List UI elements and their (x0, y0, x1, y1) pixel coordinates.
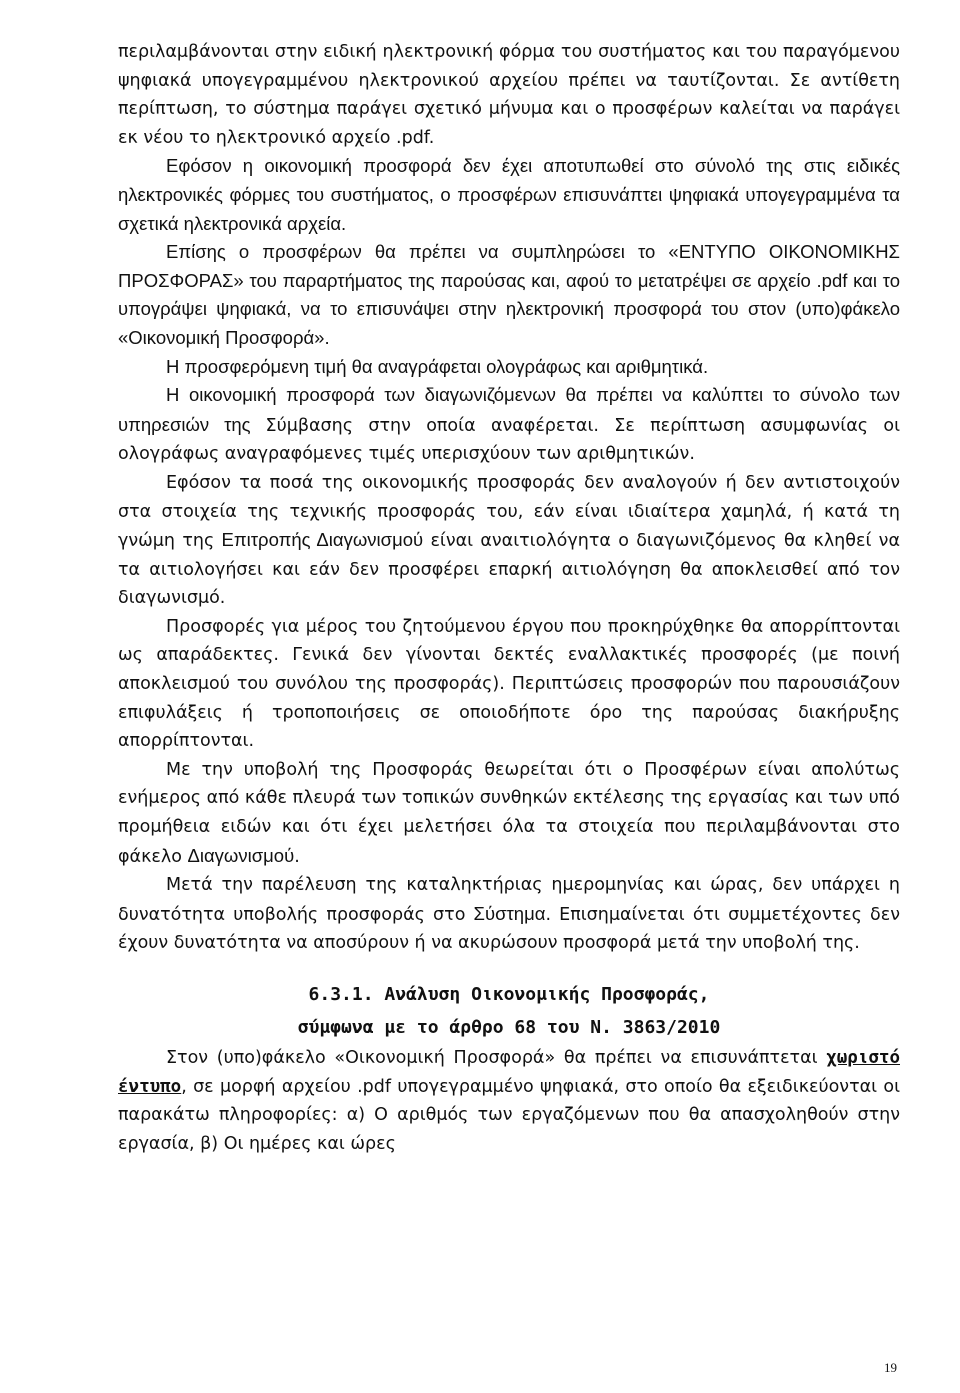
paragraph-electronic-forms: Εφόσον η οικονομική προσφορά δεν έχει αποτυπωθεί στο σύνολό της στις ειδικές ηλεκτρονικές φόρμες του συστήματος, ο προσφέρων επισυνάπτει ψηφιακά υπογεγραμμένα τα σχετικά ηλεκτρονικά αρχεία. (118, 155, 900, 234)
text-run: Στον (υπο)φάκελο «Οικονομική Προσφορά» θα πρέπει να επισυνάπτεται (166, 1048, 827, 1068)
paragraph-awareness (118, 756, 900, 871)
emphasis-underlined: χωριστό έντυπο (118, 1048, 900, 1097)
paragraph-financial-form: Επίσης ο προσφέρων θα πρέπει να συμπληρώσει το «ΕΝΤΥΠΟ ΟΙΚΟΝΟΜΙΚΗΣ ΠΡΟΣΦΟΡΑΣ» του παραρτήματος της παρούσας και, αφού το μετατρέψει σε αρχείο .pdf και το υπογράψει ψηφιακά, να το επισυνάψει στην ηλεκτρονική προσφορά του στον (υπο)φάκελο «Οικονομική Προσφορά». (118, 241, 900, 348)
text-run: Διαγωνισμού (187, 844, 295, 866)
section-heading-line: σύμφωνα με το άρθρο 68 του Ν. 3863/2010 (297, 1017, 721, 1038)
text-run: Σύμβασης στην οποία αναφέρεται (265, 415, 594, 436)
text-run: Με την υποβολή της Προσφοράς θεωρείται ότι ο Προσφέρων είναι απολύτως ενήμερος από κάθε πλευρά των τοπικών συνθηκών εκτέλεσης της εργασίας και των υπό προμήθεια ειδών και ότι έχει μελετήσει όλα τα στοιχεία που περιλαμβάνονται στο φάκελο (118, 759, 900, 867)
text-run: . Επισημαίνεται ότι συμμετέχοντες δεν έχουν δυνατότητα να αποσύρουν ή να ακυρώσουν προσφορά μετά την υποβολή της. (118, 904, 900, 954)
text-run: Μετά την παρέλευση της καταληκτήριας ημερομηνίας και ώρας, δεν υπάρχει η δυνατότητα υποβολής προσφοράς στο (118, 875, 900, 925)
document-page (118, 38, 900, 1158)
text-run: , σε μορφή αρχείου .pdf υπογεγραμμένο ψηφιακά, στο οποίο θα εξειδικεύονται οι παρακάτω πληροφορίες: α) Ο αριθμός των εργαζόμενων που θα απασχοληθούν στην εργασία, β) Οι ημέρες και ώρες (118, 1076, 900, 1154)
text-run: Σύστημα (473, 902, 546, 924)
paragraph-continued: περιλαμβάνονται στην ειδική ηλεκτρονική φόρμα του συστήματος και του παραγόμενου ψηφιακά υπογεγραμμένου ηλεκτρονικού αρχείου πρέπει να ταυτίζονται. Σε αντίθετη περίπτωση, το σύστημα παράγει σχετικό μήνυμα και ο προσφέρων καλείται να παράγει εκ νέου το ηλεκτρονικό αρχείο .pdf. (118, 42, 900, 148)
text-run: είναι αναιτιολόγητα ο διαγωνιζόμενος θα κληθεί να τα αιτιολογήσει και εάν δεν προσφέρει επαρκή αιτιολόγηση θα αποκλεισθεί από τον διαγωνισμό. (118, 531, 900, 609)
paragraph-rejections: Προσφορές για μέρος του ζητούμενου έργου που προκηρύχθηκε θα απορρίπτονται ως απαράδεκτες. Γενικά δεν γίνονται δεκτές εναλλακτικές προσφορές (με ποινή αποκλεισμού του συνόλου της προσφοράς). Περιπτώσεις προσφορών που παρουσιάζουν επιφυλάξεις ή τροποποιήσεις σε οποιοδήποτε όρο της παρούσας διακήρυξης απορρίπτονται. (118, 616, 900, 752)
paragraph-abnormally-low (118, 469, 900, 613)
section-heading (118, 978, 900, 1044)
paragraph-coverage (118, 381, 900, 469)
text-run: Επιτροπής Διαγωνισμού (221, 529, 424, 551)
paragraph-deadline (118, 871, 900, 958)
paragraph-price-format: Η προσφερόμενη τιμή θα αναγράφεται ολογράφως και αριθμητικά. (166, 355, 709, 377)
text-run: Η οικονομική προσφορά των διαγωνιζόμενων θα πρέπει να καλύπτει το σύνολο των υπηρεσιών της (118, 384, 900, 435)
text-run: Εφόσον τα ποσά της οικονομικής προσφοράς δεν αναλογούν ή δεν αντιστοιχούν στα στοιχεία της τεχνικής προσφοράς του, εάν είναι ιδιαίτερα χαμηλά, ή κατά τη γνώμη της (118, 472, 900, 552)
paragraph-separate-form (118, 1044, 900, 1158)
text-run: . (294, 846, 300, 867)
text-run: . Σε περίπτωση ασυμφωνίας οι ολογράφως αναγραφόμενες τιμές υπερισχύουν των αριθμητικών. (118, 415, 900, 465)
section-heading-line: 6.3.1. Ανάλυση Οικονομικής Προσφοράς, (308, 984, 710, 1005)
page-number: 19 (884, 1360, 897, 1375)
